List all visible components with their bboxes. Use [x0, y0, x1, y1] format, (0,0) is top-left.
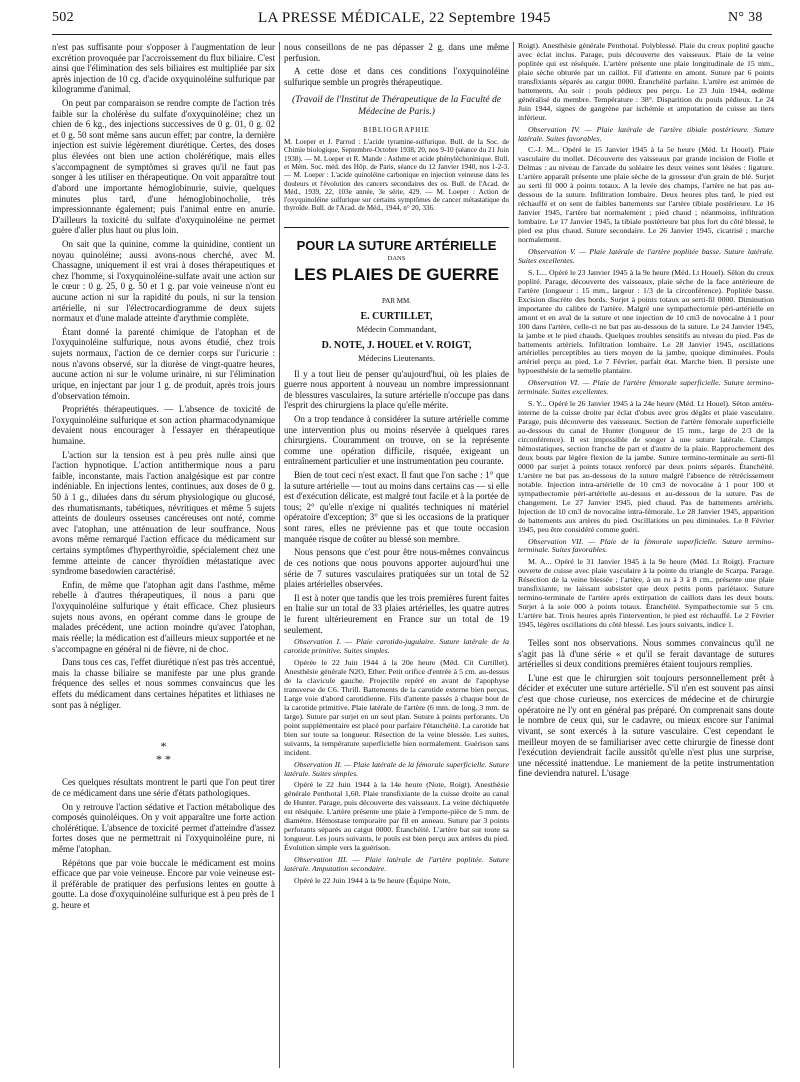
paragraph: Nous pensons que c'est pour être nous-mêmes convaincus de ces notions que nous pouvons apporter aujourd'hui une série de 7 sutures vasculaires pratiquées sur un total de 52 plaies artérielles observées. [284, 547, 509, 590]
institute-note: (Travail de l'Institut de Thérapeutique de la Faculté de Médecine de Paris.) [292, 95, 501, 117]
page-header [0, 0, 800, 30]
article-by: PAR MM. [382, 296, 411, 305]
article-title-line2: LES PLAIES DE GUERRE [294, 264, 499, 284]
observation-continued [518, 42, 774, 123]
paragraph: Il y a tout lieu de penser qu'aujourd'hui, où les plaies de guerre nous apportent à nouveau un nombre impressionnant de blessures vasculaires, la suture artérielle n'occupe pas dans l'esprit des chirurgiens la place qu'elle mérite. [284, 368, 509, 411]
paragraph: Bien de tout ceci n'est exact. Il faut que l'on sache : 1° que la suture artérielle — tout au moins dans certains cas — si elle est d'exécution délicate, est malgré tout facile et à la portée de tous; 2° qu'elle n'exige ni qualités techniques ni matériel opératoire d'exception; 3° que si les occasions de la pratiquer sont rares, elles ne prévienne pas et que toute occasion manquée risque de coûter au blessé son membre. [284, 470, 509, 544]
observation-text: M. A... Opéré le 31 Janvier 1945 à la 9e heure (Méd. Lt Roigt). Fracture ouverte de cuisse avec plaie vasculaire à la pointe du triangle de Scarpa. Parage. Résection de la veine blessée ; l'artère, à un ru à 3 à 8 cm., présente une plaie transfixiante, ne laissant subsister que deux petits ponts pariétaux. Suture termino-terminale de l'artère après extirpation de caillots dans les deux bouts. Surjet à la soie 000 à points totaux. Étanchéité. Sympathectomie sur 5 cm. L'artère bat. Trois heures après l'intervention, le pied est réchauffé. Le 2 Février 1945, légères oscillations du côté blessé. Les jours suivants, indice 1. [518, 557, 774, 630]
column-2 [284, 42, 509, 1068]
article-title-line1: POUR LA SUTURE ARTÉRIELLE [296, 237, 497, 253]
observation-heading: Observation III. — Plaie latérale de l'artère poplitée. Suture latérale. Amputation secondaire. [284, 855, 509, 874]
article-title-dans: DANS [387, 254, 406, 262]
paragraph: nous conseillons de ne pas dépasser 2 g. dans une même perfusion. [284, 42, 509, 63]
paragraph: Étant donné la parenté chimique de l'atophan et de l'oxyquinoléine sulfurique, nous avons étudié, chez trois sujets normaux, l'action de ce dernier corps sur l'uricurie : nous n'avons observé, sur la diurèse de vingt-quatre heures, aucune action ni sur le volume urinaire, ni sur l'élimination urique, en injectant par jour 1 g. de produit, après trois jours d'observation témoin. [52, 326, 275, 401]
observation-heading: Observation II. — Plaie latérale de la fémorale superficielle. Suture latérale. Suites simples. [284, 759, 509, 778]
observation-text: C.-J. M... Opéré le 15 Janvier 1945 à la 5e heure (Méd. Lt Houel). Plaie vasculaire du mollet. Découverte des vaisseaux par grande incision de Fiolle et Delmas : au niveau de l'arcade du soléaire les deux veines sont lésées : ligature. L'artère apparaît présente une plaie sèche de la grosseur d'un grain de blé. Surjet au serti fil 000 à points totaux. A la levée des champs, l'artère ne bat pas au-dessous de la suture. Infiltration lombaire. Deux heures plus tard, le pied est réchauffé et on sent de faibles battements sur l'artère tibiale postérieure. Le 16 Janvier 1945, l'artère bat normalement ; pied chaud ; néanmoins, infiltration lombaire. Le 17 Janvier 1945, la tibiale postérieure bat plus fort du côté blessé, le pied est plus chaud. Suture secondaire. Le 26 Janvier 1945, cicatrisé ; marche normalement. [518, 145, 774, 245]
observation-heading: Observation VII. — Plaie de la fémorale superficielle. Suture termino-terminale. Suites favorables. [518, 536, 774, 555]
issue-number: N° 38 [728, 10, 763, 25]
author-1: E. CURTILLET, [360, 310, 433, 322]
column-3 [518, 42, 774, 1068]
author-1-role: Médecin Commandant, [356, 323, 437, 334]
observation [284, 856, 509, 886]
observation-heading: Observation VI. — Plaie de l'artère fémorale superficielle. Suture termino-terminale. Suites excellentes. [518, 378, 774, 397]
paragraph: Enfin, de même que l'atophan agit dans l'asthme, même rebelle à d'autres thérapeutiques, il nous a paru que l'oxyquinoléine sulfurique y était efficace. Chez plusieurs sujets nous avons, en opérant comme dans le groupe de malades précédent, une action moindre qu'avec l'atophan, mais réelle; la médication est d'ailleurs mieux supportée et ne s'accompagne en général ni de fièvre, ni de choc. [52, 579, 275, 654]
column-divider [279, 42, 280, 1068]
observation-text: Roigt). Anesthésie générale Penthotal. Polyblessé. Plaie du creux poplité gauche avec éclat inclus. Parage, puis découverte des vaisseaux. Plaie de la veine poplitée qui est réséquée. L'artère présente une plaie longitudinale de 15 mm., plaie sèche obturée par un caillot. Fil d'attente en amont. Suture par 6 points transfixiants séparés au catgut 0000. Étanchéité parfaite. L'artère est animée de battements. Au soir : pouls pédieux peu perçu. Le 23 Juin 1944, œdème généralisé du membre. Température : 38°. Disparition du pouls pédieux. Le 24 Juin 1944, signes de gangrène par ischémie et amputation de cuisse au tiers inférieur. [518, 42, 774, 122]
section-separator: * * * [156, 739, 171, 766]
observation [518, 379, 774, 534]
author-2: D. NOTE, J. HOUEL et V. ROIGT, [321, 339, 472, 351]
observation [518, 126, 774, 245]
article-divider [284, 227, 509, 228]
bibliography: M. Loeper et J. Parrod : L'acide tyramine-sulfurique. Bull. de la Soc. de Chimie biologique, Septembre-Octobre 1938, 20, nos 9-10 (séance du 21 Juin 1938). — M. Loeper et R. Mande : Asthme et acide phényléchoninique. Bull. et Mém. Soc. méd. des Hôp. de Paris, séance du 12 Janvier 1940, nos 1-2-3. — M. Loeper : L'acide quinoléine carbonique en injection veineuse dans les douleurs et l'évolution des cancers secondaires des os. Bull. de l'Acad. de Méd., 1939, 22, 103e année, 3e série, 429. — M. Loeper : Action de l'oxyquinoléine sulfurique sur certains symptômes de cancer métastatique du thyroïde. Bull. de l'Acad. de Méd., 1944, n° 20, 336. [284, 138, 509, 213]
observation [284, 638, 509, 757]
paragraph: Ces quelques résultats montrent le parti que l'on peut tirer de ce médicament dans une série d'états pathologiques. [52, 777, 275, 798]
paragraph: A cette dose et dans ces conditions l'oxyquinoléine sulfurique semble un progrès thérapeutique. [284, 66, 509, 87]
column-1 [52, 42, 275, 1068]
paragraph: Dans tous ces cas, l'effet diurétique n'est pas très accentué, mais la chasse biliaire se manifeste par une plus grande fréquence des selles et nous sommes convaincus que les effets du médicament dans certaines hépatites et lithiases ne sont pas à négliger. [52, 657, 275, 710]
observation [284, 761, 509, 854]
header-rule [52, 34, 772, 35]
observation-text: S. Y... Opéré le 26 Janvier 1945 à la 24e heure (Méd. Lt Houel). Séton antéro-interne de la cuisse droite par éclat d'obus avec gros dégâts et plaie vasculaire. Parage, puis découverte des vaisseaux. Section de l'artère fémorale superficielle au-dessous du canal de Hunter (longueur de 15 mm., large de 2/3 de la circonférence). Il est impossible de songer à une suture latérale. Clamps hémostatiques, section franche de part et d'autre de la plaie. Rapprochement des deux bouts par légère flexion de la jambe. Suture termino-terminale au serti-fil 0000 par surjet à points totaux renforcé par deux points séparés. Étanchéité. L'artère ne bat pas au-dessous de la suture malgré l'absence de rétrécissement notable. Injection intra-artérielle de 10 cm3 de novocaïne à 1 pour 100 et sympathectomie péri-artérielle au-dessus et au-dessous de la suture. Pas de changement. Le 27 Janvier 1945, pied chaud. Pas de battements artériels. Injection de 10 cm3 de novocaïne intra-fémorale. Le 28 Janvier 1945, apparition de battements aux artères du pied. Oscillations un peu diminuées. Le 8 Février 1945, peu être considéré comme guéri. [518, 399, 774, 534]
paragraph: Il est à noter que tandis que les trois premières furent faites en Italie sur un total de 33 plaies artérielles, les quatre autres le furent ultérieurement en France sur un total de 19 seulement. [284, 592, 509, 635]
paragraph: On peut par comparaison se rendre compte de l'action très faible sur la cholérèse du sulfate d'oxyquinoléine; chez un chien de 6 kg., des injections successives de 0 g. 01, 0 g. 02 et 0 g. 50 sont même sans aucun effet; par contre, la dernière injection est suivie légèrement diurétique. Certes, des doses plus élevées ont bien une action cholérétique, mais elles s'accompagnent de symptômes si graves qu'il ne faut pas songer à les utiliser en thérapeutique. On voit apparaître tout d'abord une importante hémoglobinurie, suivie, quelques minutes plus tard, d'une hémoglobinocholie, très impressionnante également; puis l'animal entre en anurie. D'ailleurs la toxicité du sulfate d'oxyquinoléine ne permet guère d'aller plus haut ou plus loin. [52, 98, 275, 236]
paragraph: On sait que la quinine, comme la quinidine, contient un noyau quinoléine; aussi avons-nous cherché, avec M. Chassagne, uniquement il est vrai à doses thérapeutiques et chez l'homme, si l'oxyquinoléine-sulfate avait une action sur le cœur : 0 g. 25, 0 g. 50 et 1 g. par voie veineuse n'ont eu aucune action ni sur la rapidité du pouls, ni sur la tension artérielle, ni sur l'électrocardiogramme de deux sujets normaux et d'une malade atteinte d'arythmie complète. [52, 238, 275, 324]
observation-heading: Observation IV. — Plaie latérale de l'artère tibiale postérieure. Suture latérale. Suites favorables. [518, 124, 774, 143]
author-2-role: Médecins Lieutenants. [358, 352, 435, 363]
page-number: 502 [52, 10, 74, 25]
observation [518, 538, 774, 631]
observation-heading: Observation V. — Plaie latérale de l'artère poplitée basse. Suture latérale. Suites excellentes. [518, 246, 774, 265]
observation-heading: Observation I. — Plaie carotido-jugulaire. Suture latérale de la carotide primitive. Suites simples. [284, 637, 509, 656]
bibliography-title: BIBLIOGRAPHIE [363, 125, 430, 134]
paragraph: L'une est que le chirurgien soit toujours personnellement prêt à décider et exécuter une suture artérielle. S'il n'en est souvent pas ainsi c'est que chose curieuse, nos exercices de médecine et de chirurgie opératoire ne l'y ont en général pas préparé. On comprenait sans doute le nombre de ceux qui, sur le cadavre, ou mieux encore sur l'animal vivant, se sont exercés à la suture vasculaire. C'est cependant le meilleur moyen de se familiariser avec cette chirurgie de finesse dont l'exécution deviendrait facile aussitôt qu'elle n'est plus une surprise, une nécessité inattendue. Le maniement de la petite instrumentation fine deviendra naturel. L'usage [518, 672, 774, 779]
paragraph: Telles sont nos observations. Nous sommes convaincus qu'il ne s'agit pas là d'une série « et qu'il se ferait davantage de sutures artérielles si deux conditions premières étaient toujours remplies. [518, 638, 774, 670]
observation [518, 248, 774, 376]
column-divider [513, 42, 514, 1068]
observation-text: Opérée le 22 Juin 1944 à la 20e heure (Méd. Cit Curtillet). Anesthésie générale N2O, Ether. Petit orifice d'entrée à 5 cm. au-dessus de la clavicule gauche. Projectile repéré en avant de l'apophyse transverse de C6. Thrill. Battements de la carotide externe bien perçus. Large voie d'abord carotidienne. Fils d'attente passés à chaque bout de la carotide primitive. Plaie latérale de l'artère (6 mm. de long, 3 mm. de large). Suture par surjet en un seul plan. Suture à points perforants. Un point supplémentaire est placé pour parfaire l'étanchéité. La carotide bat bien sur toute sa longueur. Résection de la veine blessée. Les suites, suivants, la température superficielle bien normalement. Guérison sans incident. [284, 658, 509, 757]
paragraph: n'est pas suffisante pour s'opposer à l'augmentation de leur excrétion provoquée par l'accroissement du flux biliaire. C'est ainsi que l'élimination des sels biliaires est multipliée par six après injection de 10 cg. d'acide oxyquinoléine sulfurique par kilogramme d'animal. [52, 42, 275, 95]
paragraph: L'action sur la tension est à peu près nulle ainsi que l'action hypnotique. L'action antithermique nous a paru faible, inconstante, mais l'action analgésique est par contre indéniable. En injections lentes, continues, aux doses de 0 g. 50 à 1 g., diluées dans du sérum physiologique ou glucosé, des rhumatismants, tabétiques, névritiques et même 5 sujets atteints de douleurs osseuses cancéreuses ont noté, comme avec l'atophan, une atténuation de leur souffrance. Nous avons même remarqué l'action efficace du médicament sur certains symptômes d'hyperthyroïdie, spécialement chez une femme atteinte de cancer thyroïdien métastatique avec syndrome basedowien caractérisé. [52, 449, 275, 577]
observation-text: S. L... Opéré le 23 Janvier 1945 à la 9e heure (Méd. Lt Houel). Sélon du creux poplité. Parage, découverte des vaisseaux, plaie sèche de la face antérieure de l'artère (longueur : 15 mm., largeur : 1/3 de la circonférence). Poplitée basse. Excision discrète des bords. Surjet à points totaux au serti-fil 0000. Diminution importante du calibre de l'artère. Malgré une sympathectomie péri-artérielle en amont et en aval de la suture et une injection de 10 cm3 de novocaïne à 1 pour 100 dans l'artère, celle-ci ne bat pas au-dessous de la suture. Le 24 Janvier 1945, la jambe et le pied chauds. Quelques troubles sensitifs au niveau du pied. Pas de battements artériels. Infiltration lombaire. Le 28 Janvier 1945, oscillations artérielles perceptibles au tiers moyen de la jambe, quoique diminuées. Pouls artériel perçu au pied. Le 7 Février, parfait état. Marche bien. Il persiste une hypoesthésie de la semelle plantaire. [518, 267, 774, 376]
observation-text: Opéré le 22 Juin 1944 à la 14e heure (Note, Roigt). Anesthésie générale Penthotal 1,60. Plaie transfixiante de la cuisse droite au canal de Hunter. Parage, puis découverte des vaisseaux. La veine déchiquetée est réséquée. L'artère présente une plaie à l'emporte-pièce de 5 mm. de diamètre. Hémostase temporaire par fil en anneau. Suture par 3 points perforants séparés au catgut 0000. Étanchéité. L'artère bat sur toute sa longueur. Les jours suivants, le pouls est bien perçu aux artères du pied. Évolution simple vers la guérison. [284, 780, 509, 853]
running-title: LA PRESSE MÉDICALE, 22 Septembre 1945 [258, 10, 551, 26]
paragraph: Propriétés thérapeutiques. — L'absence de toxicité de l'oxyquinoléine sulfurique et son action pharmacodynamique devaient nous encourager à l'essayer en thérapeutique humaine. [52, 404, 275, 446]
paragraph: On a trop tendance à considérer la suture artérielle comme une intervention plus ou moins réservée à quelques rares chirurgiens. Couramment on trouve, on se la représente comme une opération difficile, risquée, exigeant un entraînement particulier et une instrumentation peu courante. [284, 413, 509, 467]
paragraph: Répétons que par voie buccale le médicament est moins efficace que par voie veineuse. Encore par voie veineuse est-il préférable de pratiquer des perfusions lentes en goutte à goutte. La dose d'oxyquinoléine sulfurique est à peu près de 1 g. heure et [52, 857, 275, 911]
paragraph: On y retrouve l'action sédative et l'action métabolique des composés quinoléiques. On y voit apparaître une forte action cholérétique. L'absence de toxicité permet d'atteindre d'assez fortes doses que ne permettrait ni l'oxyquinoléine pure, ni même l'atophan. [52, 801, 275, 855]
observation-text: Opéré le 22 Juin 1944 à la 9e heure (Équipe Note, [294, 875, 451, 885]
